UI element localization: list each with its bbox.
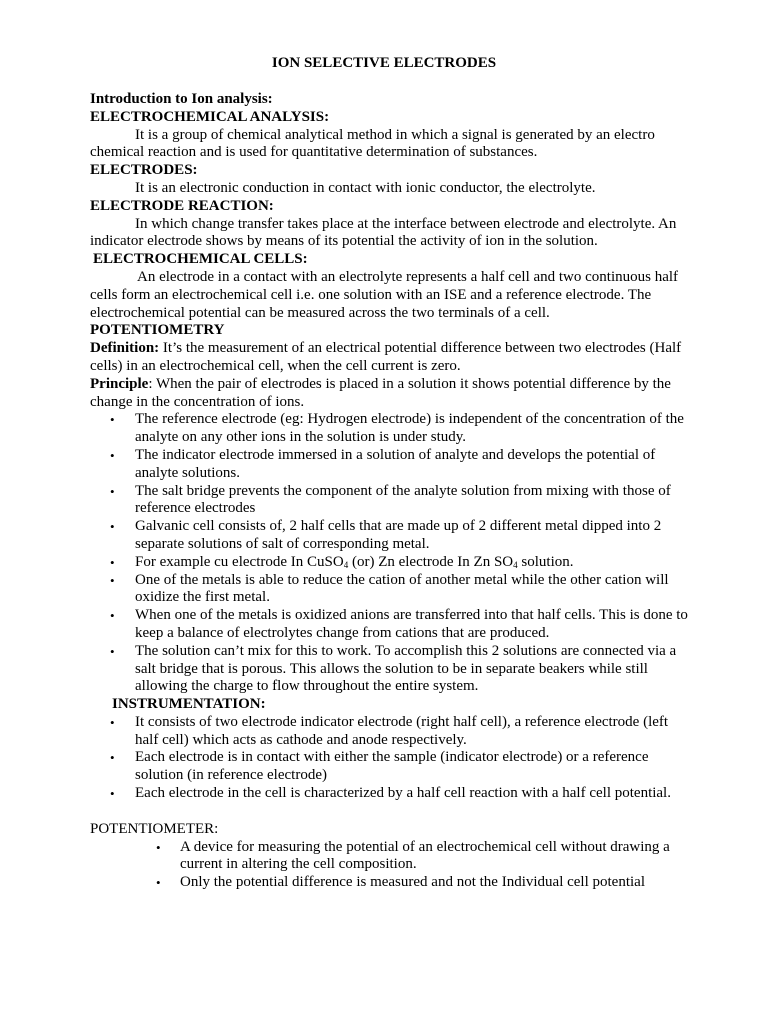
potentiometer-bullet-list [90,839,690,892]
list-item: • It consists of two electrode indicator electrode (right half cell), a reference electrode (left half cell) which acts as cathode and anode respectively. [110,713,669,748]
bullet-icon: • [110,447,115,463]
bullet-icon: • [110,412,115,428]
list-item: • Each electrode in the cell is characterized by a half cell reaction with a half cell potential. [110,785,671,802]
electrochemical-analysis-text: It is a group of chemical analytical method in which a signal is generated by an electro chemical reaction and is used for quantitative determination of substances. [90,126,655,161]
list-item: • The solution can’t mix for this to work. To accomplish this 2 solutions are connected via a salt bridge that is porous. This allows the solution to be in separate beakers while still allowing the charge to flow throughout the entire system. [110,642,677,695]
intro-heading: Introduction to Ion analysis: [90,91,273,107]
principle-paragraph [90,376,690,412]
bullet-icon: • [110,714,115,730]
list-item: • Only the potential difference is measured and not the Individual cell potential [156,874,645,891]
list-item: • A device for measuring the potential of an electrochemical cell without drawing a current in altering the cell composition. [156,838,670,873]
potentiometry-bullet-list [90,411,690,696]
list-item: • Each electrode is in contact with either the sample (indicator electrode) or a reference solution (in reference electrode) [110,749,649,784]
bullet-icon: • [156,875,161,891]
electrode-reaction-text: In which change transfer takes place at the interface between electrode and electrolyte. An indicator electrode shows by means of its potential the activity of ion in the solution. [90,215,677,250]
definition-paragraph [90,340,690,376]
definition-text: It’s the measurement of an electrical potential difference between two electrodes (Half cells) in an electrochemical cell, when the cell current is zero. [90,340,682,374]
list-item: • When one of the metals is oxidized anions are transferred into that half cells. This is done to keep a balance of electrolytes change from cations that are produced. [110,607,688,641]
list-item: • The indicator electrode immersed in a solution of analyte and develops the potential of analyte solutions. [110,446,656,481]
bullet-icon: • [110,750,115,766]
potentiometry-heading: POTENTIOMETRY [90,322,225,339]
potentiometer-heading: POTENTIOMETER: [90,820,219,837]
instrumentation-heading: INSTRUMENTATION: [112,696,266,713]
definition-label: Definition: [90,340,160,357]
instrumentation-bullet-list [90,714,690,803]
list-item: • The reference electrode (eg: Hydrogen electrode) is independent of the concentration of the analyte on any other ions in the solution is under study. [110,411,684,446]
bullet-icon: • [110,519,115,535]
bullet-icon: • [110,643,115,659]
principle-text: : When the pair of electrodes is placed in a solution it shows potential difference by the change in the concentration of ions. [90,375,671,410]
bullet-icon: • [110,554,115,570]
electrochemical-cells-heading: ELECTROCHEMICAL CELLS: [93,251,308,268]
list-item: • For example cu electrode In CuSO$_4$ (or) Zn electrode In Zn $SO_4$ solution. [110,553,574,570]
bullet-icon: • [156,839,161,855]
bullet-icon: • [110,786,115,802]
bullet-icon: • [110,572,115,588]
bullet-icon: • [110,483,115,499]
electrodes-text: It is an electronic conduction in contact with ionic conductor, the electrolyte. [135,179,596,196]
electrochemical-cells-text: An electrode in a contact with an electrolyte represents a half cell and two continuous half cells form an electrochemical cell i.e. one solution with an ISE and a reference electrode. The electrochemical potential can be measured across the two terminals of a cell. [90,268,679,321]
list-item: • Galvanic cell consists of, 2 half cells that are made up of 2 different metal dipped into 2 separate solutions of salt of corresponding metal. [110,518,662,552]
electrode-reaction-heading: ELECTRODE REACTION: [90,197,274,214]
document-title: ION SELECTIVE ELECTRODES [271,55,497,71]
document-body [90,91,690,892]
bullet-icon: • [110,608,115,624]
electrodes-heading: ELECTRODES: [90,162,198,179]
principle-label: Principle [90,375,149,392]
electrochemical-analysis-heading: ELECTROCHEMICAL ANALYSIS: [90,108,330,125]
spacer [90,803,690,821]
list-item: • One of the metals is able to reduce the cation of another metal while the other cation will oxidize the first metal. [110,571,669,606]
list-item: • The salt bridge prevents the component of the analyte solution from mixing with those of reference electrodes [110,482,671,517]
